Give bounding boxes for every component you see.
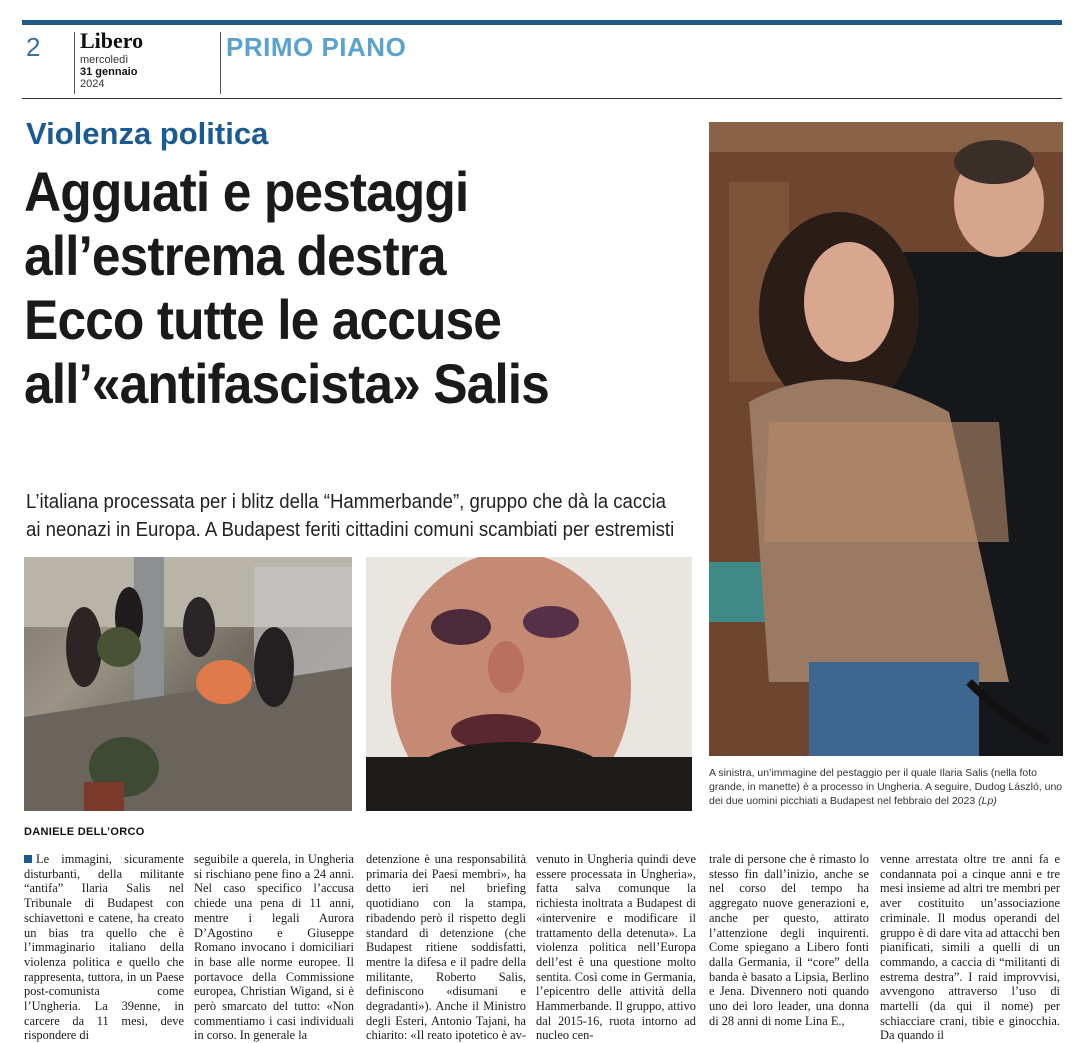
section-title: PRIMO PIANO <box>226 32 407 62</box>
issue-weekday: mercoledì <box>80 54 129 66</box>
issue-day-month: 31 gennaio <box>80 66 138 78</box>
subhead-line: ai neonazi in Europa. A Budapest feriti cittadini comuni scambiati per estremisti <box>26 519 675 541</box>
masthead <box>80 30 230 90</box>
article-column-6 <box>880 852 1060 1043</box>
article-kicker: Violenza politica <box>26 116 269 151</box>
author-byline: DANIELE DELL’ORCO <box>24 826 145 838</box>
courtroom-photo <box>709 122 1063 756</box>
caption-text: A sinistra, un’immagine del pestaggio per il quale Ilaria Salis (nella foto grande, in manette) è a processo in Ungheria. A seguire, Dudog László, uno dei due uomini picchiati a Budapest nel febbraio del 2023 <box>709 767 1063 807</box>
subhead-line: L’italiana processata per i blitz della “Hammerbande”, gruppo che dà la caccia <box>26 491 666 513</box>
column-text: seguibile a querela, in Ungheria si rischiano pene fino a 24 anni. Nel caso specifico l’accusa chiede una pena di 11 anni, mentre i legali Aurora D’Agostino e Giuseppe Romano invocano i domiciliari in base alle norme europee. Il portavoce della Commissione europea, Christian Wigand, si è però smarcato del tutto: «Non commentiamo i casi individuali in corso. In generale la <box>194 852 354 1043</box>
column-text: trale di persone che è rimasto lo stesso fin dall’inizio, anche se nel corso del tempo ha aggregato nuove generazioni e, anche per questo, attirato l’attenzione degli inquirenti. Come spiegano a Libero fonti dalla Germania, il “core” della banda è basato a Lipsia, Berlino e Jena. Divennero noti quando uno dei loro leader, una donna di 28 anni di nome Lina E., <box>709 852 869 1028</box>
paragraph-marker <box>24 855 32 863</box>
issue-date <box>80 54 230 90</box>
issue-year: 2024 <box>80 78 105 90</box>
article-column-2 <box>194 852 354 1043</box>
column-text: venuto in Ungheria quindi deve essere processata in Ungheria», fatta salva comunque la richiesta inoltrata a Budapest di «intervenire e modificare il trattamento della detenuta». La violenza politica nell’Europa dell’est è una questione molto sentita. Così come in Germania, l’epicentro delle attività della Hammerbande. Il gruppo, attivo dal 2015-16, ruota intorno ad nucleo cen- <box>536 852 696 1043</box>
photo-caption <box>709 766 1063 808</box>
injured-man-photo <box>366 557 692 811</box>
assault-scene-photo <box>24 557 352 811</box>
article-column-5 <box>709 852 869 1028</box>
column-text: Le immagini, sicuramente disturbanti, della militante “antifa” Ilaria Salis nel Tribunale di Budapest con schiavettoni e catene, ha creato un bias tra quello che è l’immaginario italiano della violenza politica e quello che rappresenta, tuttora, in un Paese post-comunista come l’Ungheria. La 39enne, in carcere da 11 mesi, deve rispondere di <box>24 852 184 1043</box>
article-column-4 <box>536 852 696 1043</box>
column-text: venne arrestata oltre tre anni fa e condannata poi a cinque anni e tre mesi insieme ad altri tre membri per aver costituito un’associazione criminale. Il modus operandi del gruppo è di dare vita ad attacchi ben pianificati, simili a quelli di un commando, a caccia di “militanti di estrema destra”. I raid improvvisi, avvengono attraverso l’uso di martelli (da qui il nome) per schiacciare crani, tibie e ginocchia. Da quando il <box>880 852 1060 1043</box>
article-subhead <box>26 488 675 544</box>
article-column-3 <box>366 852 526 1043</box>
newspaper-logo: Libero <box>80 28 144 53</box>
headline-line: Agguati e pestaggi <box>24 160 469 223</box>
top-rule <box>22 20 1062 25</box>
masthead-divider-left <box>74 32 75 94</box>
article-headline <box>24 160 650 416</box>
caption-credit: (Lp) <box>978 795 997 807</box>
headline-line: all’«antifascista» Salis <box>24 352 549 415</box>
masthead-divider-right <box>220 32 221 94</box>
headline-line: all’estrema destra <box>24 224 446 287</box>
header-rule <box>22 98 1062 99</box>
headline-line: Ecco tutte le accuse <box>24 288 501 351</box>
page-number: 2 <box>26 32 41 62</box>
column-text: detenzione è una responsabilità primaria dei Paesi membri», ha detto ieri nel briefing quotidiano con la stampa, ribadendo però il rispetto degli standard di detenzione (che Budapest ritiene soddisfatti, mentre la difesa e il padre della militante, Roberto Salis, definiscono «disumani e degradanti»). Anche il Ministro degli Esteri, Antonio Tajani, ha chiarito: «Il reato ipotetico è av- <box>366 852 526 1043</box>
article-column-1 <box>24 852 184 1043</box>
